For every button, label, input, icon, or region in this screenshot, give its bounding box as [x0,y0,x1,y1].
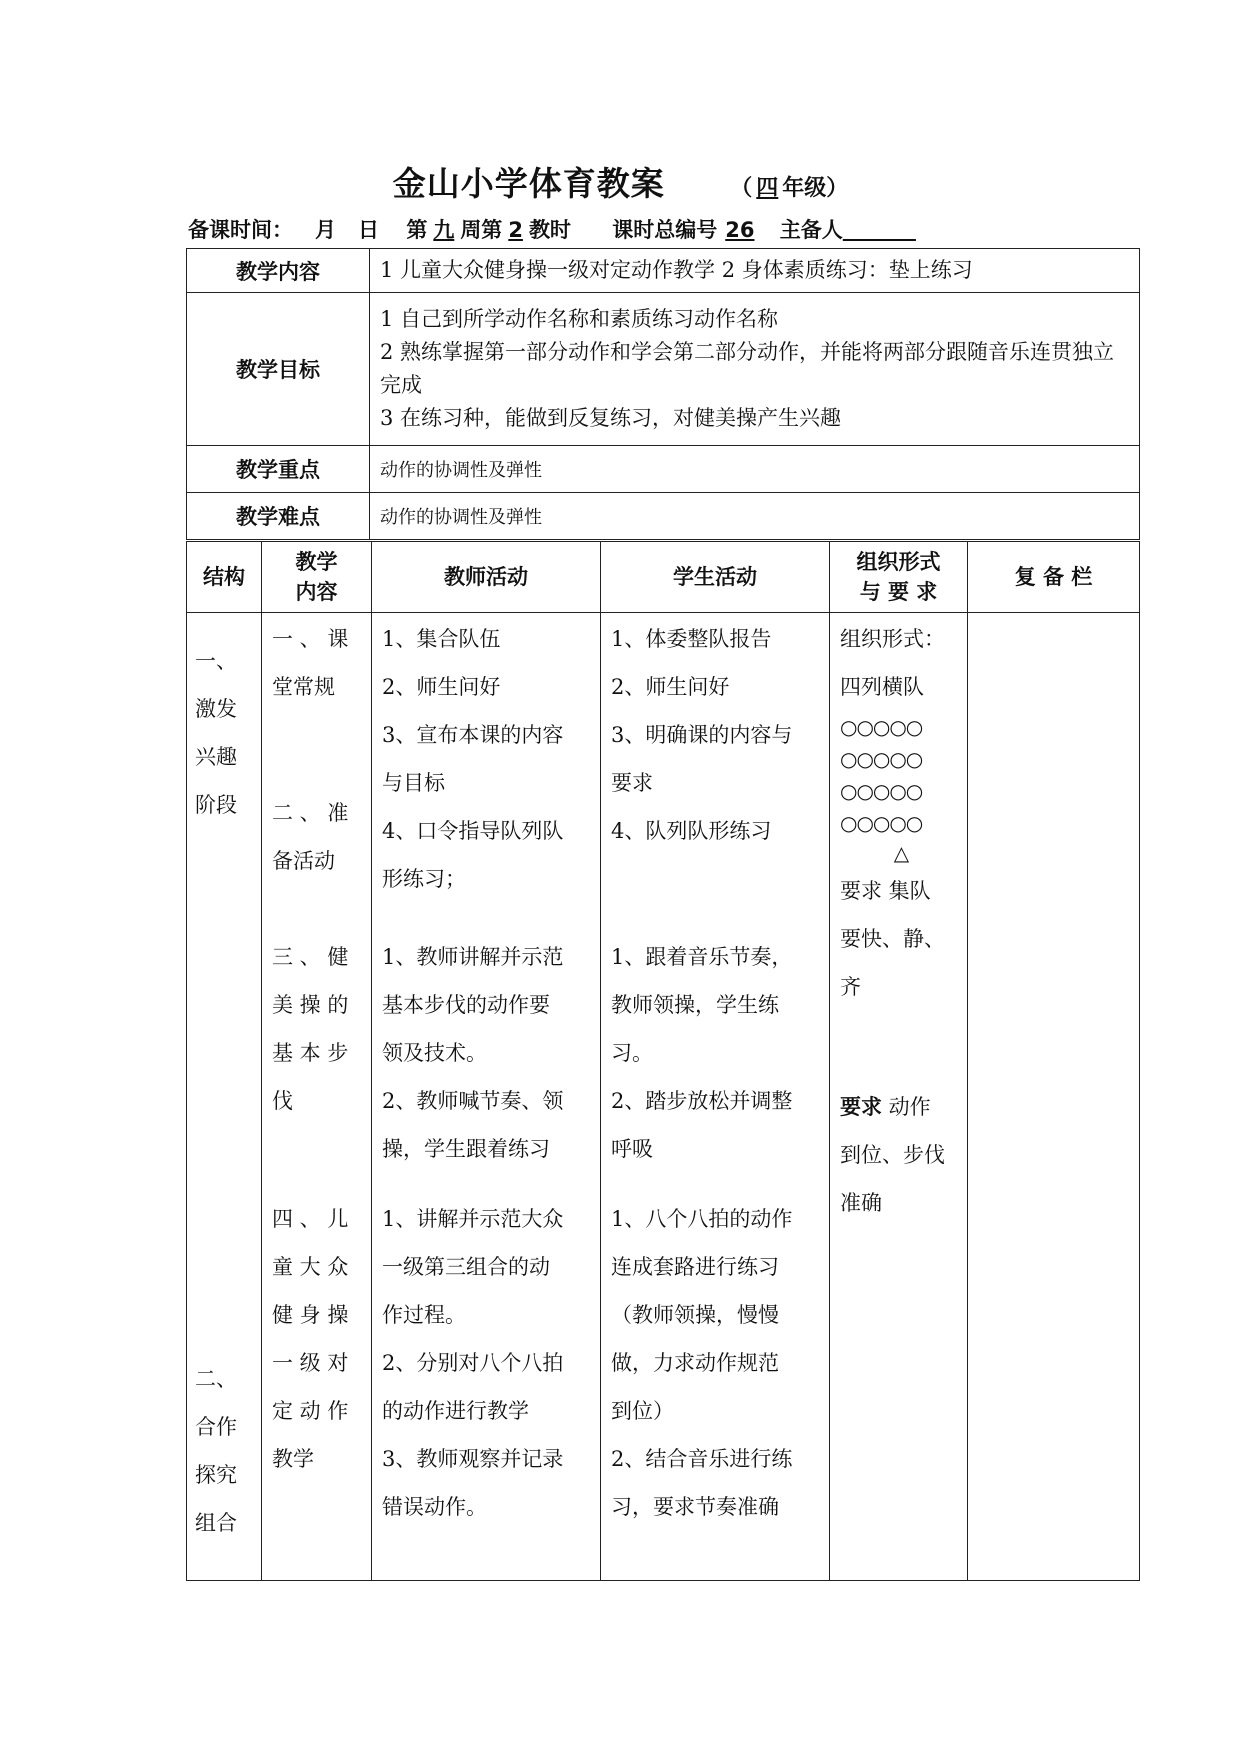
week-value: 九 [433,218,455,242]
organization-block [840,1083,962,1227]
info-label: 教学内容 [187,249,370,293]
info-row-goals [187,293,1140,446]
content-cell [262,613,372,1581]
header-organization [830,542,968,613]
organization-block [840,615,962,1011]
week-suffix: 周第 [460,218,503,242]
org-form-label: 组织形式： [840,627,945,651]
requirement-line [840,1083,962,1131]
structure-cell [187,613,262,1581]
goal-line: 1 自己到所学动作名称和素质练习动作名称 [380,307,779,331]
info-value: 动作的协调性及弹性 [370,446,1140,493]
content-line: 三 、 健 [272,945,349,969]
student-line: 2、结合音乐进行练 [611,1447,793,1471]
content-item [272,615,348,711]
teacher-line: 2、分别对八个八拍 [382,1351,564,1375]
document-title [0,158,1241,205]
teacher-line: 形练习； [382,867,466,891]
requirement-line: 到位、步伐 [840,1143,945,1167]
student-line: 4、队列队形练习 [611,819,772,843]
total-value: 26 [725,218,755,242]
content-line: 基 本 步 [272,1041,349,1065]
grade-close: 年级） [782,176,849,201]
student-line: 2、师生问好 [611,675,730,699]
table-header-row [187,542,1140,613]
formation-row: ○○○○○ [840,811,923,835]
teacher-line: 2、教师喊节奏、领 [382,1089,564,1113]
table-body-row [187,613,1140,1581]
grade-value: 四 [756,176,779,201]
lesson-meta [188,214,1148,244]
info-row-keypoint [187,446,1140,493]
goal-line: 3 在练习种，能做到反复练习，对健美操产生兴趣 [380,406,842,430]
content-line: 美 操 的 [272,993,349,1017]
formation-diagram [840,711,962,867]
lesson-value: 2 [508,218,523,242]
formation-row: ○○○○○ [840,779,923,803]
content-line: 健 身 操 [272,1303,349,1327]
teacher-activity-cell [372,613,601,1581]
content-item [272,789,348,885]
teacher-block [382,933,592,1173]
teacher-block [382,615,592,903]
info-row-difficulty [187,493,1140,540]
requirement-line [840,867,962,915]
student-line: 要求 [611,771,653,795]
content-line: 四 、 儿 [272,1207,349,1231]
requirement-text: 集队 [882,879,931,903]
student-line: 连成套路进行练习 [611,1255,779,1279]
formation-row: ○○○○○ [840,715,923,739]
student-line: （教师领操，慢慢 [611,1303,779,1327]
requirement-text: 动作 [882,1095,931,1119]
goals-cell [370,293,1140,446]
header-content-line: 内容 [295,580,338,604]
goal-line: 2 熟练掌握第一部分动作和学会第二部分动作，并能将两部分跟随音乐连贯独立完成 [380,340,1115,397]
header-structure: 结构 [187,542,262,613]
header-teacher: 教师活动 [372,542,601,613]
content-line: 定 动 作 [272,1399,349,1423]
teacher-line: 1、集合队伍 [382,627,501,651]
organization-cell [830,613,968,1581]
content-line: 一 、 课 [272,627,349,651]
info-label: 教学重点 [187,446,370,493]
content-line: 二 、 准 [272,801,349,825]
content-item [272,1195,348,1483]
month-label: 月 [315,218,336,242]
header-student: 学生活动 [601,542,830,613]
teacher-line: 操，学生跟着练习 [382,1137,550,1161]
student-block [611,615,821,855]
title-text: 金山小学体育教案 [392,164,665,203]
student-line: 习。 [611,1041,653,1065]
student-line: 习，要求节奏准确 [611,1495,779,1519]
teacher-line: 基本步伐的动作要 [382,993,550,1017]
header-org-line: 与 要 求 [859,580,938,604]
teacher-block [382,1195,592,1531]
content-line: 童 大 众 [272,1255,349,1279]
info-label: 教学难点 [187,493,370,540]
teacher-line: 一级第三组合的动 [382,1255,550,1279]
teacher-line: 2、师生问好 [382,675,501,699]
phase-two [195,1355,237,1547]
phase-line: 激发 [195,697,237,721]
teacher-line: 的动作进行教学 [382,1399,529,1423]
teacher-line: 作过程。 [382,1303,466,1327]
requirement-label: 要求 [840,879,882,903]
day-label: 日 [358,218,379,242]
total-label: 课时总编号 [612,218,718,242]
student-block [611,1195,821,1531]
teacher-line: 领及技术。 [382,1041,487,1065]
teacher-line: 3、宣布本课的内容 [382,723,564,747]
phase-line: 探究 [195,1463,237,1487]
student-line: 教师领操，学生练 [611,993,779,1017]
teacher-position-icon: △ [893,841,909,865]
lesson-plan-table [186,541,1140,1581]
header-content [262,542,372,613]
phase-line: 阶段 [195,793,237,817]
author-blank [843,218,916,242]
student-line: 1、八个八拍的动作 [611,1207,793,1231]
student-line: 2、踏步放松并调整 [611,1089,793,1113]
content-item [272,933,348,1125]
prep-time-label: 备课时间： [188,218,293,242]
student-line: 呼吸 [611,1137,653,1161]
header-content-line: 教学 [295,550,338,574]
info-value: 动作的协调性及弹性 [370,493,1140,540]
info-value: 1 儿童大众健身操一级对定动作教学 2 身体素质练习：垫上练习 [370,249,1140,293]
formation-row: ○○○○○ [840,747,923,771]
requirement-line: 要快、静、 [840,927,945,951]
lesson-suffix: 教时 [528,218,571,242]
phase-one [195,637,253,829]
teacher-line: 1、讲解并示范大众 [382,1207,564,1231]
info-label: 教学目标 [187,293,370,446]
author-label: 主备人 [779,218,843,242]
content-line: 教学 [272,1447,314,1471]
week-prefix: 第 [406,218,428,242]
student-block [611,933,821,1173]
content-line: 一 级 对 [272,1351,349,1375]
phase-line: 合作 [195,1415,237,1439]
requirement-line: 齐 [840,975,861,999]
student-activity-cell [601,613,830,1581]
content-line: 堂常规 [272,675,335,699]
teacher-line: 4、口令指导队列队 [382,819,564,843]
content-line: 备活动 [272,849,335,873]
student-line: 到位） [611,1399,674,1423]
header-org-line: 组织形式 [856,550,941,574]
phase-line: 一、 [195,649,237,673]
content-line: 伐 [272,1089,293,1113]
phase-line: 组合 [195,1511,237,1535]
org-form-value: 四列横队 [840,675,924,699]
grade-open: （ [730,176,753,201]
phase-line: 兴趣 [195,745,237,769]
header-review: 复 备 栏 [968,542,1140,613]
student-line: 3、明确课的内容与 [611,723,793,747]
teacher-line: 1、教师讲解并示范 [382,945,564,969]
teacher-line: 3、教师观察并记录 [382,1447,564,1471]
teacher-line: 与目标 [382,771,445,795]
student-line: 做，力求动作规范 [611,1351,779,1375]
review-cell[interactable] [968,613,1140,1581]
lesson-info-table [186,248,1140,540]
student-line: 1、体委整队报告 [611,627,772,651]
teacher-line: 错误动作。 [382,1495,487,1519]
requirement-label: 要求 [840,1094,882,1119]
info-row-content [187,249,1140,293]
requirement-line: 准确 [840,1191,882,1215]
student-line: 1、跟着音乐节奏， [611,945,793,969]
month-field [293,214,379,244]
grade-label [730,176,848,201]
phase-line: 二、 [195,1367,237,1391]
